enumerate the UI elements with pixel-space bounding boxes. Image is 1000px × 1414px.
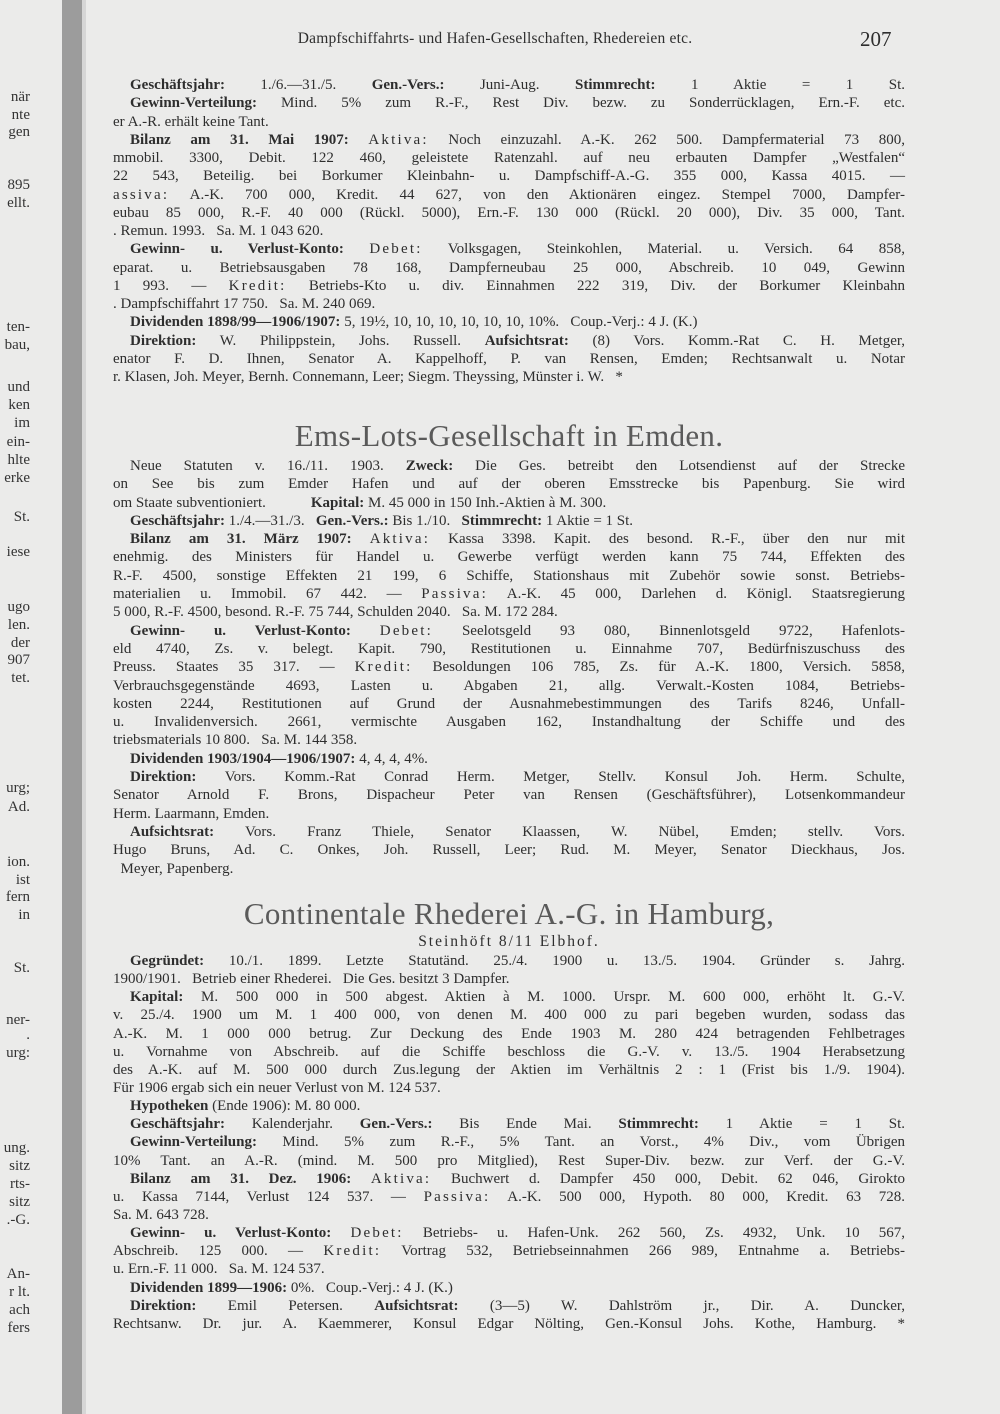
section-dampfschiff-continuation bbox=[113, 76, 905, 386]
field-label: Bilanz am 31. Dez. 1906: bbox=[130, 1170, 352, 1187]
text-line bbox=[113, 240, 905, 258]
text-run: materialien u. Immobil. 67 442. — bbox=[113, 586, 422, 603]
text-run bbox=[331, 1225, 350, 1241]
text-run: u. Ern.-F. 11 000. Sa. M. 124 537. bbox=[113, 1261, 325, 1278]
spaced-label: Debet: bbox=[369, 241, 423, 258]
field-label: Gen.-Vers.: bbox=[315, 512, 389, 529]
text-line bbox=[113, 277, 905, 295]
text-run: W. Philippstein, Johs. Russell. bbox=[196, 332, 485, 349]
text-line bbox=[113, 695, 905, 713]
field-label: Dividenden 1903/1904—1906/1907: bbox=[130, 750, 356, 767]
field-label: Hypotheken bbox=[130, 1098, 209, 1115]
field-label: Gen.-Vers.: bbox=[371, 77, 445, 93]
text-run: Emil Petersen. bbox=[196, 1297, 375, 1314]
text-run: 1900/1901. Betrieb einer Rhederei. Die Ges. besitzt 3 Dampfer. bbox=[113, 971, 510, 988]
text-line bbox=[113, 368, 905, 386]
text-run bbox=[349, 132, 369, 148]
text-run: Meyer, Papenberg. bbox=[113, 860, 234, 877]
spaced-label: Debet: bbox=[350, 1225, 404, 1242]
field-label: Kapital: bbox=[130, 989, 184, 1006]
margin-fragment: der bbox=[10, 635, 30, 651]
margin-fragment: fern bbox=[5, 889, 30, 905]
text-run: des A.-K. auf M. 500 000 durch Zus.legung der Aktien im Verhältnis 2 : 1 (Frist bis 1./9. 1904). bbox=[113, 1061, 905, 1078]
text-run: Hugo Bruns, Ad. C. Onkes, Joh. Russell, Leer; Rud. M. Meyer, Senator Dieckhaus, Jos. bbox=[113, 842, 905, 859]
text-run: A.-K. 700 000, Kredit. 44 627, von den Aktionären eingez. Stempel 7000, Dampfer- bbox=[169, 186, 905, 203]
text-run: Rechtsanw. Dr. jur. A. Kaemmerer, Konsul Edgar Nölting, Gen.-Konsul Johs. Kothe, Hamburg. * bbox=[113, 1315, 905, 1332]
text-line bbox=[113, 603, 905, 621]
field-label: Stimmrecht: bbox=[574, 77, 656, 93]
margin-fragment: An- bbox=[6, 1266, 30, 1282]
text-line bbox=[113, 1297, 905, 1315]
field-label: Dividenden 1899—1906: bbox=[130, 1279, 288, 1296]
text-line bbox=[113, 1006, 905, 1024]
text-line bbox=[113, 512, 905, 530]
text-run bbox=[351, 1171, 371, 1187]
spaced-label: Debet: bbox=[379, 622, 433, 639]
text-line bbox=[113, 567, 905, 585]
spaced-label: assiva: bbox=[113, 186, 170, 203]
text-run: 0%. Coup.-Verj.: 4 J. (K.) bbox=[287, 1279, 453, 1296]
field-label: Geschäftsjahr: bbox=[130, 77, 225, 93]
page-number: 207 bbox=[860, 27, 892, 51]
field-label: Gewinn-Verteilung: bbox=[130, 95, 257, 112]
text-run: Verbrauchsgegenstände 4693, Lasten u. Abgaben 21, allg. Verwalt.-Kosten 1084, Betriebs- bbox=[113, 677, 905, 694]
text-line bbox=[113, 149, 905, 167]
text-line bbox=[113, 1260, 905, 1278]
text-line bbox=[113, 1152, 905, 1170]
text-line bbox=[113, 1279, 905, 1297]
margin-fragment: 907 bbox=[7, 652, 30, 668]
text-line bbox=[113, 640, 905, 658]
field-label: Zweck: bbox=[405, 458, 454, 474]
text-run: 1./6.—31./5. bbox=[224, 77, 372, 93]
margin-fragment: Ad. bbox=[7, 799, 30, 815]
field-label: Geschäftsjahr: bbox=[130, 512, 225, 529]
margin-fragment: urg; bbox=[6, 780, 30, 796]
field-label: Direktion: bbox=[130, 332, 197, 349]
text-run: mmobil. 3300, Debit. 122 460, geleistete Ratenzahl. auf neu erbauten Dampfer „Westfalen“ bbox=[113, 150, 905, 166]
margin-fragment: r lt. bbox=[9, 1284, 30, 1300]
text-run: 22 543, Beteilig. bei Borkumer Kleinbahn- u. Dampfschiff-A.-G. 355 000, Kassa 4015. — bbox=[113, 168, 905, 185]
text-run: Juni-Aug. bbox=[444, 77, 575, 93]
margin-fragment: und bbox=[7, 379, 30, 395]
text-line bbox=[113, 167, 905, 185]
text-run: (3—5) W. Dahlström jr., Dir. A. Duncker, bbox=[458, 1297, 906, 1314]
text-line bbox=[113, 457, 905, 475]
text-run: Preuss. Staates 35 317. — bbox=[113, 659, 355, 676]
company-title: Continentale Rhederei A.-G. in Hamburg, bbox=[243, 896, 775, 931]
text-line bbox=[113, 1224, 905, 1242]
text-run: 1 Aktie = 1 St. bbox=[655, 77, 905, 93]
field-label: Direktion: bbox=[130, 1297, 197, 1314]
text-line bbox=[113, 1206, 905, 1224]
text-run: Besoldungen 106 785, Zs. für A.-K. 1800, Versich. 5858, bbox=[412, 659, 905, 676]
text-run: (Ende 1906): M. 80 000. bbox=[208, 1098, 361, 1115]
margin-fragment: tet. bbox=[11, 670, 30, 686]
text-run: Vors. Franz Thiele, Senator Klaassen, W. Nübel, Emden; stellv. Vors. bbox=[214, 823, 905, 840]
text-run bbox=[344, 241, 369, 257]
text-line bbox=[113, 658, 905, 676]
text-run bbox=[351, 623, 380, 639]
text-run: om Staate subventioniert. bbox=[113, 494, 311, 511]
running-header: Dampfschiffahrts- und Hafen-Gesellschaften, Rhedereien etc. bbox=[297, 30, 693, 47]
text-line bbox=[113, 1315, 905, 1333]
text-run: 10./1. 1899. Letzte Statutänd. 25./4. 1900 u. 13./5. 1904. Gründer s. Jahrg. bbox=[204, 953, 905, 969]
spaced-label: Aktiva: bbox=[368, 131, 429, 148]
field-label: Stimmrecht: bbox=[618, 1116, 699, 1133]
field-label: Kapital: bbox=[310, 494, 365, 511]
text-run: triebsmaterials 10 800. Sa. M. 144 358. bbox=[113, 732, 358, 749]
spaced-label: Kredit: bbox=[354, 659, 413, 676]
text-line bbox=[113, 222, 905, 240]
margin-fragment: rts- bbox=[10, 1176, 30, 1192]
text-run: (8) Vors. Komm.-Rat C. H. Metger, bbox=[568, 332, 905, 349]
text-run: M. 500 000 in 500 abgest. Aktien à M. 1000. Urspr. M. 600 000, erhöht lt. G.-V. bbox=[183, 989, 905, 1006]
margin-fragment: St. bbox=[13, 960, 30, 976]
text-run: er A.-R. erhält keine Tant. bbox=[113, 113, 269, 130]
section-continentale-rhederei bbox=[113, 896, 905, 1333]
text-run: Betriebs- u. Hafen-Unk. 262 560, Zs. 4932, Unk. 10 567, bbox=[403, 1225, 905, 1242]
text-line bbox=[113, 186, 905, 204]
margin-fragment: in bbox=[18, 907, 30, 923]
margin-fragment: im bbox=[14, 415, 30, 431]
text-run: 4, 4, 4, 4%. bbox=[355, 750, 428, 767]
text-line bbox=[113, 475, 905, 493]
text-run: Noch einzuzahl. A.-K. 262 500. Dampfermaterial 73 800, bbox=[428, 131, 906, 148]
text-run: Vors. Komm.-Rat Conrad Herm. Metger, Stellv. Konsul Joh. Herm. Schulte, bbox=[196, 769, 905, 786]
text-line bbox=[113, 295, 905, 313]
field-label: Stimmrecht: bbox=[461, 512, 543, 529]
text-run: Mind. 5% zum R.-F., 5% Tant. an Vorst., 4% Div., vom Übrigen bbox=[256, 1134, 905, 1151]
margin-fragment: hlte bbox=[7, 452, 30, 468]
field-label: Aufsichtsrat: bbox=[130, 823, 215, 840]
book-binding-gutter bbox=[62, 0, 82, 1414]
text-run: Betriebs-Kto u. div. Einnahmen 222 319, Div. der Borkumer Kleinbahn bbox=[286, 277, 905, 294]
margin-fragment: . bbox=[26, 1027, 30, 1043]
text-run: eld 4740, Zs. v. belegt. Kapit. 790, Restitutionen u. Einnahme 707, Bedürfniszuschuss des bbox=[113, 640, 905, 657]
text-line bbox=[113, 713, 905, 731]
text-line bbox=[113, 786, 905, 804]
text-line bbox=[113, 113, 905, 131]
text-run: M. 45 000 in 150 Inh.-Aktien à M. 300. bbox=[364, 494, 607, 511]
text-run: Herm. Laarmann, Emden. bbox=[113, 805, 270, 822]
spaced-label: Kredit: bbox=[323, 1243, 382, 1260]
margin-fragment: ein- bbox=[6, 434, 30, 450]
text-run: Sa. M. 643 728. bbox=[113, 1206, 209, 1223]
margin-fragment: ner- bbox=[6, 1012, 30, 1028]
text-line bbox=[113, 530, 905, 548]
text-run: u. Kassa 7144, Verlust 124 537. — bbox=[113, 1188, 424, 1205]
text-line bbox=[113, 841, 905, 859]
text-line bbox=[113, 1170, 905, 1188]
margin-fragment: sitz bbox=[9, 1194, 30, 1210]
text-run: v. 25./4. 1900 um M. 1 400 000, von denen M. 400 000 zu pari begeben wurden, sodass das bbox=[113, 1007, 905, 1024]
text-line bbox=[113, 94, 905, 112]
text-run: . Dampfschiffahrt 17 750. Sa. M. 240 069. bbox=[113, 296, 376, 312]
text-line bbox=[113, 805, 905, 823]
text-line bbox=[113, 768, 905, 786]
text-line bbox=[113, 952, 905, 970]
text-line bbox=[113, 350, 905, 368]
text-line bbox=[113, 1133, 905, 1151]
margin-fragment: sitz bbox=[9, 1158, 30, 1174]
gutter-edge bbox=[82, 0, 86, 1414]
text-line bbox=[113, 76, 905, 94]
text-line bbox=[113, 823, 905, 841]
text-run: eparat. u. Betriebsausgaben 78 168, Dampferneubau 25 000, Abschreib. 10 049, Gewinn bbox=[113, 259, 905, 276]
text-line bbox=[113, 1025, 905, 1043]
field-label: Bilanz am 31. Mai 1907: bbox=[130, 131, 349, 148]
field-label: Gewinn- u. Verlust-Konto: bbox=[130, 622, 351, 639]
text-line bbox=[113, 988, 905, 1006]
text-line bbox=[113, 1188, 905, 1206]
margin-fragment: St. bbox=[13, 509, 30, 525]
text-run: Senator Arnold F. Brons, Dispacheur Peter van Rensen (Geschäftsführer), Lotsenkommandeur bbox=[113, 787, 905, 804]
margin-fragment: iese bbox=[6, 544, 30, 560]
text-line bbox=[113, 750, 905, 768]
spaced-label: Passiva: bbox=[423, 1188, 491, 1205]
text-line bbox=[113, 677, 905, 695]
text-run: A.-K. 500 000, Hypoth. 80 000, Kredit. 63 728. bbox=[490, 1188, 906, 1205]
margin-fragment: 895 bbox=[7, 177, 30, 193]
spaced-label: Aktiva: bbox=[370, 1170, 432, 1187]
margin-fragment: bau, bbox=[4, 337, 30, 353]
spaced-label: Passiva: bbox=[421, 586, 488, 603]
text-run: eubau 85 000, R.-F. 40 000 (Rückl. 5000), Ern.-F. 130 000 (Rückl. 20 000), Div. 35 000, Tant. bbox=[113, 204, 905, 221]
margin-fragment: urg: bbox=[6, 1045, 30, 1061]
margin-fragment: nte bbox=[11, 107, 30, 123]
spaced-label: Kredit: bbox=[228, 277, 287, 294]
text-run: A.-K. M. 1 000 000 betrug. Zur Deckung des Ende 1903 M. 280 424 betragenden Fehlbetrages bbox=[113, 1025, 905, 1042]
text-run: on See bis zum Emder Hafen und auf der oberen Emsstrecke bis Papenburg. Sie wird bbox=[113, 476, 905, 493]
text-line bbox=[113, 259, 905, 277]
field-label: Dividenden 1898/99—1906/1907: bbox=[130, 314, 341, 331]
text-line bbox=[113, 131, 905, 149]
text-run: kosten 2244, Restitutionen auf Grund der Ausnahmebestimmungen des Tarifs 8246, Unfall- bbox=[113, 695, 905, 712]
margin-fragment: fers bbox=[7, 1320, 30, 1336]
text-line bbox=[113, 1097, 905, 1115]
text-run: Für 1906 ergab sich ein neuer Verlust von M. 124 537. bbox=[113, 1079, 441, 1096]
text-run: A.-K. 45 000, Darlehen d. Königl. Staatsregierung bbox=[488, 586, 905, 603]
margin-fragment: ist bbox=[15, 872, 30, 888]
text-run: Die Ges. betreibt den Lotsendienst auf der Strecke bbox=[453, 458, 905, 474]
margin-fragment: gen bbox=[8, 124, 30, 140]
margin-fragment: len. bbox=[7, 617, 30, 633]
margin-fragment: ung. bbox=[3, 1140, 30, 1156]
text-run: Bis 1./10. bbox=[388, 512, 462, 529]
margin-fragment: när bbox=[10, 89, 30, 105]
text-run: 1 993. — bbox=[113, 277, 229, 294]
text-run: Seelotsgeld 93 080, Binnenlotsgeld 9722, Hafenlots- bbox=[432, 622, 905, 639]
text-line bbox=[113, 1061, 905, 1079]
margin-fragment: .-G. bbox=[6, 1212, 30, 1228]
field-label: Geschäftsjahr: bbox=[130, 1116, 225, 1133]
text-run: 1 Aktie = 1 St. bbox=[542, 512, 634, 529]
spaced-label: Aktiva: bbox=[369, 531, 431, 548]
text-run: . Remun. 1993. Sa. M. 1 043 620. bbox=[113, 223, 324, 239]
text-run: enator F. D. Ihnen, Senator A. Kappelhoff, P. van Rensen, Emden; Rechtsanwalt u. Notar bbox=[113, 350, 905, 367]
field-label: Gegründet: bbox=[130, 953, 205, 969]
text-line bbox=[113, 1242, 905, 1260]
text-run: Bis Ende Mai. bbox=[432, 1116, 619, 1133]
text-line bbox=[113, 1079, 905, 1097]
text-line bbox=[113, 622, 905, 640]
text-line bbox=[113, 313, 905, 331]
field-label: Gewinn- u. Verlust-Konto: bbox=[130, 241, 344, 258]
field-label: Bilanz am 31. März 1907: bbox=[130, 531, 352, 548]
text-run: Mind. 5% zum R.-F., Rest Div. bezw. zu Sonderrücklagen, Ern.-F. etc. bbox=[256, 95, 905, 112]
margin-fragment: ellt. bbox=[7, 195, 30, 211]
text-line bbox=[113, 204, 905, 222]
text-line bbox=[113, 860, 905, 878]
text-line bbox=[113, 332, 905, 350]
field-label: Aufsichtsrat: bbox=[374, 1297, 459, 1314]
text-run: 5, 19½, 10, 10, 10, 10, 10, 10, 10%. Coup.-Verj.: 4 J. (K.) bbox=[340, 314, 698, 331]
margin-fragment: erke bbox=[4, 470, 30, 486]
text-run: Abschreib. 125 000. — bbox=[113, 1243, 324, 1260]
text-line bbox=[113, 585, 905, 603]
field-label: Direktion: bbox=[130, 769, 197, 786]
text-run: enehmig. des Ministers für Handel u. Gewerbe verfügt werden kann 75 744, Effekten des bbox=[113, 549, 905, 566]
field-label: Gen.-Vers.: bbox=[359, 1116, 433, 1133]
text-run: Neue Statuten v. 16./11. 1903. bbox=[130, 458, 406, 474]
margin-fragment: ion. bbox=[7, 854, 30, 870]
text-line bbox=[113, 494, 905, 512]
margin-fragment: ugo bbox=[7, 599, 30, 615]
text-line bbox=[113, 731, 905, 749]
field-label: Gewinn- u. Verlust-Konto: bbox=[130, 1225, 332, 1242]
text-line bbox=[113, 548, 905, 566]
field-label: Aufsichtsrat: bbox=[484, 332, 569, 349]
margin-fragment: ten- bbox=[6, 319, 30, 335]
text-run: 1 Aktie = 1 St. bbox=[698, 1116, 905, 1133]
text-run: Kalenderjahr. bbox=[224, 1116, 360, 1133]
text-line bbox=[113, 1043, 905, 1061]
text-run bbox=[352, 531, 370, 547]
margin-fragment: ken bbox=[8, 397, 30, 413]
text-run: Buchwert d. Dampfer 450 000, Debit. 62 046, Girokto bbox=[431, 1170, 906, 1187]
section-ems-lots-gesellschaft bbox=[113, 418, 905, 878]
company-address: Steinhöft 8/11 Elbhof. bbox=[418, 933, 600, 950]
text-run: u. Vornahme von Abschreib. auf die Schiffe beschloss die G.-V. v. 13./5. 1904 Herabsetzung bbox=[113, 1043, 905, 1060]
field-label: Gewinn-Verteilung: bbox=[130, 1134, 257, 1151]
text-run: Vortrag 532, Betriebseinnahmen 266 989, Entnahme a. Betriebs- bbox=[381, 1243, 905, 1260]
margin-fragment: ach bbox=[9, 1302, 30, 1318]
text-run: 10% Tant. an A.-R. (mind. M. 500 pro Mitglied), Rest Super-Div. bezw. zur Verf. der G.-V. bbox=[113, 1152, 905, 1169]
text-line bbox=[113, 970, 905, 988]
text-run: R.-F. 4500, sonstige Effekten 21 199, 6 Schiffe, Stationshaus mit Zubehör sowie sonst. Betriebs- bbox=[113, 567, 905, 584]
text-run: 1./4.—31./3. bbox=[224, 512, 316, 529]
text-run: Kassa 3398. Kapit. des besond. R.-F., über den nur mit bbox=[430, 531, 905, 548]
company-title: Ems-Lots-Gesellschaft in Emden. bbox=[294, 418, 724, 453]
text-run: 5 000, R.-F. 4500, besond. R.-F. 75 744, Schulden 2040. Sa. M. 172 284. bbox=[113, 604, 558, 621]
text-line bbox=[113, 1115, 905, 1133]
text-run: Volksgagen, Steinkohlen, Material. u. Versich. 64 858, bbox=[422, 241, 906, 258]
text-run: r. Klasen, Joh. Meyer, Bernh. Connemann, Leer; Siegm. Theyssing, Münster i. W. * bbox=[113, 369, 623, 385]
text-run: u. Invalidenversich. 2661, vermischte Ausgaben 162, Instandhaltung der Schiffe und des bbox=[113, 714, 905, 731]
